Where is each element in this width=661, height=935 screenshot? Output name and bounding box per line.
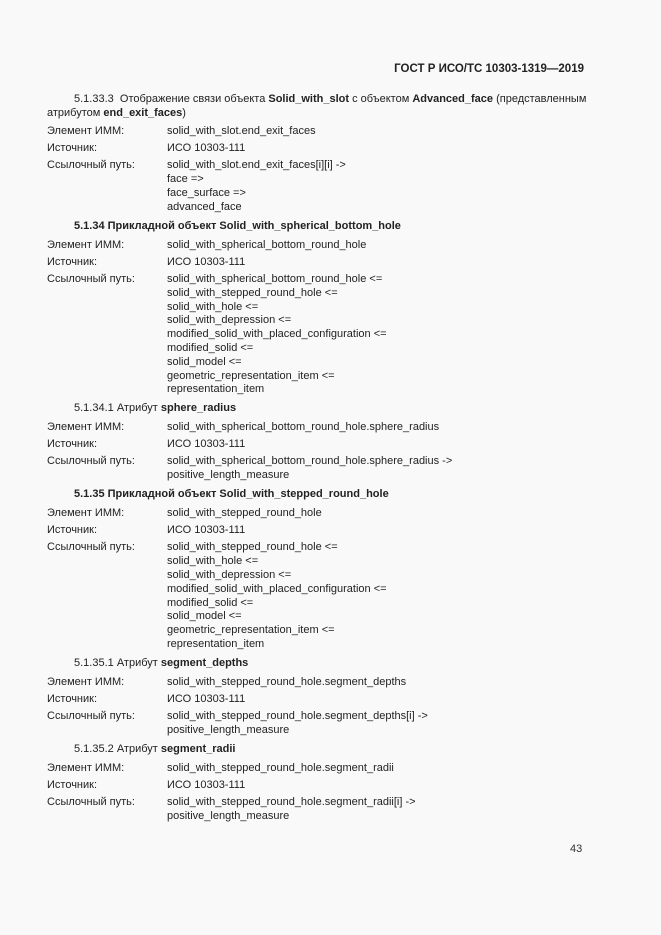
object-name: Solid_with_slot [268,93,350,105]
source-row [47,693,587,707]
path-line: representation_item [167,638,265,651]
path-line: solid_with_stepped_round_hole.segment_radii[i] -> [167,796,416,809]
source-row [47,142,587,156]
path-line: face_surface => [167,186,246,199]
document-header: ГОСТ Р ИСО/ТС 10303-1319—2019 [394,63,584,75]
element-value: solid_with_spherical_bottom_round_hole.sphere_radius [167,421,440,434]
source-label: Источник: [47,693,98,706]
attribute-heading [47,742,587,756]
element-label: Элемент ИММ: [47,761,125,774]
section-number: 5.1.33.3 [74,93,114,105]
source-value: ИСО 10303-111 [167,524,246,537]
document-body [47,92,587,827]
source-label: Источник: [47,524,98,537]
path-label: Ссылочный путь: [47,455,135,468]
path-value [167,159,587,214]
path-label: Ссылочный путь: [47,541,135,554]
path-line: solid_with_slot.end_exit_faces[i][i] -> [167,159,346,172]
path-line: solid_with_hole <= [167,555,259,568]
path-line: modified_solid_with_placed_configuration <= [167,328,387,341]
source-value: ИСО 10303-111 [167,255,246,268]
path-line: solid_with_spherical_bottom_round_hole.sphere_radius -> [167,455,453,468]
path-line: solid_model <= [167,610,242,623]
path-row [47,710,587,738]
element-label: Элемент ИММ: [47,125,125,137]
page-number: 43 [570,843,583,855]
element-value: solid_with_stepped_round_hole.segment_radii [167,761,394,774]
path-line: modified_solid_with_placed_configuration <= [167,582,387,595]
attribute-name: segment_radii [160,742,236,755]
intro-paragraph [47,92,587,120]
element-row [47,676,587,690]
intro-text: (представленным атрибутом [47,93,587,119]
element-label: Элемент ИММ: [47,675,125,688]
path-row [47,159,587,214]
element-value: solid_with_slot.end_exit_faces [167,125,316,137]
path-line: modified_solid <= [167,341,254,354]
path-label: Ссылочный путь: [47,272,135,285]
element-value: solid_with_spherical_bottom_round_hole [167,238,367,251]
source-label: Источник: [47,778,98,791]
element-label: Элемент ИММ: [47,507,125,520]
path-row [47,273,587,397]
path-value [167,455,587,483]
path-line: advanced_face [167,200,242,213]
object-name: Advanced_face [412,93,494,105]
path-line: positive_length_measure [167,724,290,736]
attribute-name: end_exit_faces [103,107,183,119]
element-row [47,125,587,139]
intro-text: ) [182,107,186,119]
element-label: Элемент ИММ: [47,238,125,251]
source-value: ИСО 10303-111 [167,693,246,706]
path-line: solid_with_stepped_round_hole <= [167,541,338,554]
attribute-heading [47,401,587,415]
source-row [47,438,587,452]
element-row [47,507,587,521]
attribute-number: 5.1.34.1 Атрибут [74,402,161,415]
path-line: modified_solid <= [167,596,254,609]
path-line: solid_with_depression <= [167,569,292,582]
path-row [47,455,587,483]
source-row [47,256,587,270]
path-line: geometric_representation_item <= [167,624,335,637]
section-heading: 5.1.35 Прикладной объект Solid_with_stepped_round_hole [74,488,389,501]
path-line: representation_item [167,383,265,396]
path-line: solid_with_stepped_round_hole <= [167,286,338,299]
path-label: Ссылочный путь: [47,710,135,723]
path-label: Ссылочный путь: [47,796,135,809]
attribute-number: 5.1.35.2 Атрибут [74,742,161,755]
path-label: Ссылочный путь: [47,159,135,172]
path-value [167,710,587,738]
attribute-name: sphere_radius [160,402,237,415]
path-row [47,541,587,651]
path-line: solid_with_hole <= [167,300,259,313]
element-value: solid_with_stepped_round_hole.segment_depths [167,675,407,688]
path-line: positive_length_measure [167,469,290,482]
section-heading: 5.1.34 Прикладной объект Solid_with_spherical_bottom_hole [74,219,401,232]
source-row [47,779,587,793]
element-row [47,239,587,253]
path-line: face => [167,173,204,186]
source-value: ИСО 10303-111 [167,778,246,791]
path-value [167,796,587,824]
path-line: positive_length_measure [167,809,290,822]
path-line: solid_model <= [167,355,242,368]
attribute-number: 5.1.35.1 Атрибут [74,656,161,669]
intro-text: с объектом [349,93,413,105]
mapping-blocks [47,125,587,824]
path-line: solid_with_spherical_bottom_round_hole <= [167,272,383,285]
intro-text: Отображение связи объекта [119,93,269,105]
source-value: ИСО 10303-111 [167,438,246,451]
element-label: Элемент ИММ: [47,421,125,434]
source-value: ИСО 10303-111 [167,142,246,155]
path-line: solid_with_stepped_round_hole.segment_depths[i] -> [167,710,428,723]
path-row [47,796,587,824]
source-label: Источник: [47,438,98,451]
attribute-name: segment_depths [160,656,249,669]
attribute-heading [47,656,587,670]
element-row [47,421,587,435]
element-row [47,762,587,776]
source-label: Источник: [47,255,98,268]
source-row [47,524,587,538]
path-value [167,541,587,651]
source-label: Источник: [47,142,98,155]
element-value: solid_with_stepped_round_hole [167,507,322,520]
path-line: solid_with_depression <= [167,314,292,327]
path-value [167,273,587,397]
path-line: geometric_representation_item <= [167,369,335,382]
